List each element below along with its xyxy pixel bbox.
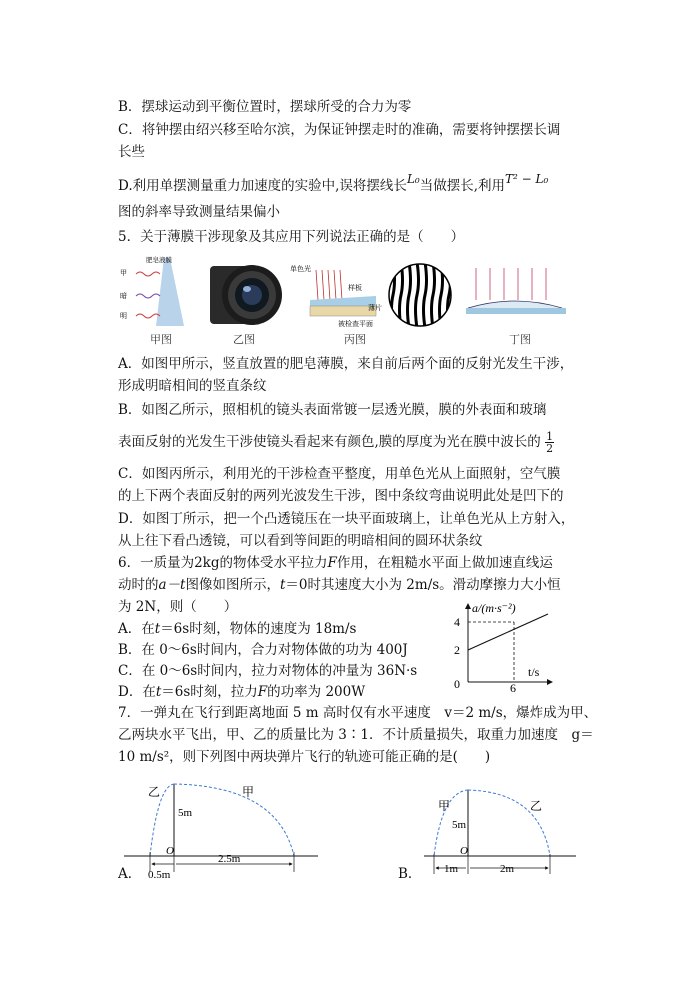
q5-option-a-line1: A．如图甲所示，竖直放置的肥皂薄膜，来自前后两个面的反射光发生干涉， <box>118 356 574 372</box>
q5-bing-label-3: 薄片 <box>368 304 382 312</box>
q7-option-a-label: A． <box>118 866 142 882</box>
q4-option-c-line2: 长些 <box>118 144 145 160</box>
q7-a-left-dist: 0.5m <box>148 869 171 881</box>
q6-l2c: 图像如图所示， <box>185 577 280 593</box>
q5-caption-bing: 丙图 <box>344 334 366 346</box>
q5-jia-top-label: 肥皂液膜 <box>146 257 172 264</box>
q5-jia-label-3: 明 <box>120 312 127 320</box>
q6-a-a: A．在 <box>118 621 155 637</box>
q5-figure-jia <box>118 254 198 329</box>
q5-stem: 5．关于薄膜干涉现象及其应用下列说法正确的是（ ） <box>118 229 465 245</box>
q5-option-d-line2: 从上往下看凸透镜，可以看到等间距的明暗相间的圆环状条纹 <box>118 533 483 549</box>
q5-caption-ding: 丁图 <box>509 334 531 346</box>
q6-at-graph <box>448 600 558 692</box>
q6-graph-ytick-4: 4 <box>454 615 460 629</box>
q5-figure-ding <box>462 264 568 324</box>
q5-option-a-line2: 形成明暗相间的竖直条纹 <box>118 378 267 394</box>
q6-l1d: F <box>327 555 337 571</box>
q7-option-b-label: B． <box>398 866 422 882</box>
q5-option-c-line1: C．如图丙所示，利用光的干涉检查平整度，用单色光从上面照射，空气膜 <box>118 466 561 482</box>
q5-figure-yi <box>210 262 284 328</box>
q6-graph-xlabel: t/s <box>528 665 540 679</box>
q6-graph-ytick-2: 2 <box>454 643 460 657</box>
q6-option-b: B．在 0～6s时间内，合力对物体做的功为 400J <box>118 642 408 658</box>
q7-b-right-dist: 2m <box>500 863 515 875</box>
q6-d-b: ＝6s时刻，拉力 <box>161 684 258 700</box>
q5-figure-bing-fringes <box>387 262 453 328</box>
q6-stem-line2 <box>118 575 561 595</box>
q6-d-c: 的功率为 200W <box>267 684 366 700</box>
q5-figure-bing <box>290 262 386 330</box>
q6-option-c: C．在 0～6s时间内，拉力对物体的冲量为 36N·s <box>118 663 418 679</box>
q5-b-text: 表面反射的光发生干涉使镜头看起来有颜色,膜的厚度为光在膜中波长的 <box>118 434 541 450</box>
q4-option-d-line1 <box>118 172 549 196</box>
q6-a-b: ＝6s时刻，物体的速度为 18m/s <box>160 621 357 637</box>
q6-d-a: D．在 <box>118 684 156 700</box>
q5-option-b-line1: B．如图乙所示，照相机的镜头表面常镀一层透光膜，膜的外表面和玻璃 <box>118 402 547 418</box>
q5-bing-label-4: 被检查平面 <box>338 320 373 328</box>
q6-graph-origin: 0 <box>454 677 460 691</box>
q5-jia-label-1: 甲 <box>120 269 127 277</box>
q7-a-origin: O <box>166 845 174 857</box>
q4-d-symbol-l0: L₀ <box>406 172 420 186</box>
q6-l1a: 6．一质量为 <box>118 555 195 571</box>
q7-a-left-label: 乙 <box>148 785 161 799</box>
q7-a-height: 5m <box>178 807 193 819</box>
q5-option-b-line2 <box>118 431 554 454</box>
q6-graph-xtick-6: 6 <box>510 681 516 692</box>
q6-stem-line1 <box>118 553 553 573</box>
q5-b-frac-den: 2 <box>546 442 554 455</box>
q6-a-t: t <box>154 621 161 637</box>
q7-b-left-dist: 1m <box>444 863 459 875</box>
q5-jia-label-2: 暗 <box>120 292 127 300</box>
q6-d-t: t <box>155 684 162 700</box>
q6-l1b: 2kg <box>194 555 220 571</box>
q4-d-text-b: 当做摆长,利用 <box>419 178 506 194</box>
q7-b-left-label: 甲 <box>438 799 451 813</box>
q4-option-b: B．摆球运动到平衡位置时，摆球所受的合力为零 <box>118 99 412 115</box>
q7-b-height: 5m <box>452 819 467 831</box>
q6-l2d: t <box>279 577 286 593</box>
q7-b-right-label: 乙 <box>530 799 543 813</box>
q6-d-f: F <box>257 684 268 700</box>
q4-option-d-line2: 图的斜率导致测量结果偏小 <box>118 204 280 220</box>
q7-stem-line3: 10 m/s²，则下列图中两块弹片飞行的轨迹可能正确的是( ) <box>118 749 491 765</box>
q7-a-right-label: 甲 <box>242 785 255 799</box>
q7-stem-line2: 乙两块水平飞出，甲、乙的质量比为 3∶1．不计质量损失，取重力加速度 g＝ <box>118 727 594 743</box>
q6-stem-line3: 为 2N，则（ ） <box>118 599 238 615</box>
q6-option-a <box>118 619 356 639</box>
q7-stem-line1: 7．一弹丸在飞行到距离地面 5 m 高时仅有水平速度 v＝2 m/s，爆炸成为甲、 <box>118 705 598 721</box>
q5-option-c-line2: 的上下两个表面反射的两列光波发生干涉，图中条纹弯曲说明此处是凹下的 <box>118 488 564 504</box>
q5-option-d-line1: D．如图丁所示，把一个凸透镜压在一块平面玻璃上，让单色光从上方射入， <box>118 511 575 527</box>
q5-caption-yi: 乙图 <box>233 334 255 346</box>
q7-figure-b <box>420 776 580 882</box>
q5-bing-label-1: 单色光 <box>290 265 311 273</box>
q6-l2b: a－t <box>158 577 186 593</box>
q6-l2a: 动时的 <box>118 577 159 593</box>
q6-option-d <box>118 682 365 702</box>
q6-graph-ylabel: a/(m·s⁻²) <box>472 601 516 615</box>
q6-l1e: 作用，在粗糙水平面上做加速直线运 <box>336 555 553 571</box>
q7-a-right-dist: 2.5m <box>218 853 241 865</box>
q7-b-origin: O <box>460 845 468 857</box>
q4-d-text-a: D.利用单摆测量重力加速度的实验中,误将摆线长 <box>118 178 407 194</box>
q6-l1c: 的物体受水平拉力 <box>219 555 328 571</box>
q5-b-frac-num: 1 <box>546 430 554 443</box>
q6-l2e: ＝0时其速度大小为 2m/s。滑动摩擦力大小恒 <box>285 577 561 593</box>
q4-option-c-line1: C．将钟摆由绍兴移至哈尔滨，为保证钟摆走时的准确，需要将钟摆摆长调 <box>118 122 561 138</box>
q7-figure-a <box>118 772 328 882</box>
q5-bing-label-2: 样板 <box>348 284 362 292</box>
q5-b-fraction <box>545 431 554 454</box>
q5-caption-jia: 甲图 <box>150 334 172 346</box>
q4-d-symbol-t2-l0: T² − L₀ <box>505 172 549 186</box>
